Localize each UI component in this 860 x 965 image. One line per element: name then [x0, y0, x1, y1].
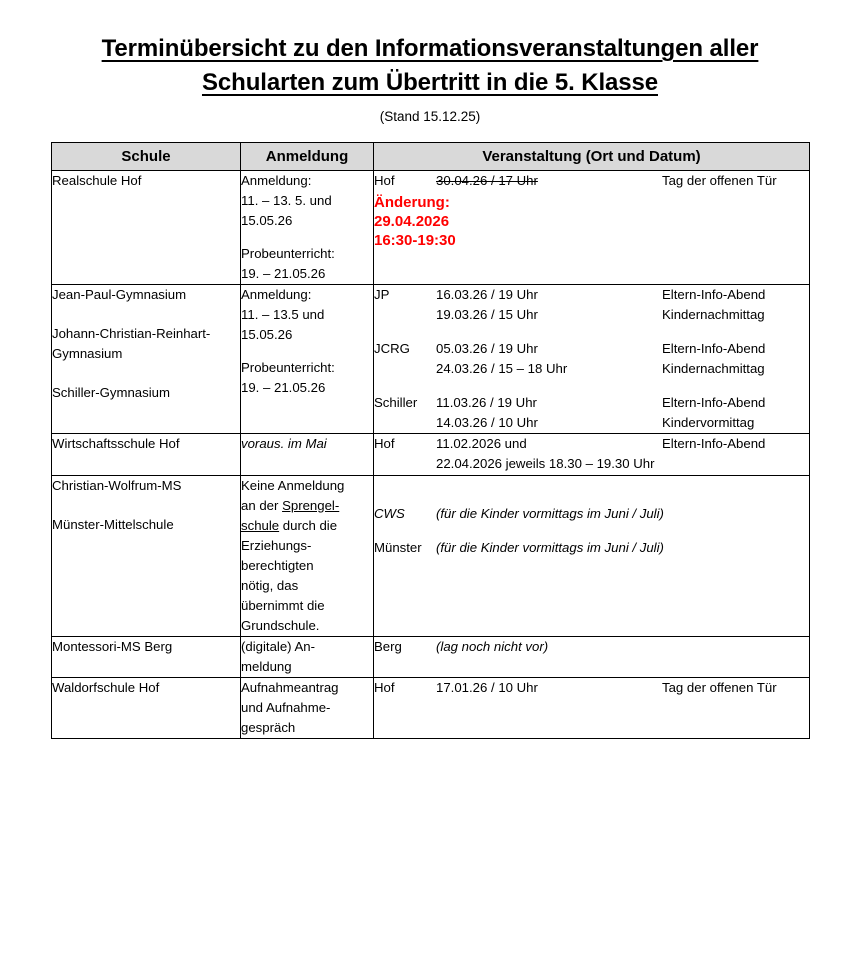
school-name: Jean-Paul-Gymnasium	[52, 287, 187, 303]
event-location-empty	[374, 305, 436, 325]
anmeldung-line: 15.05.26	[241, 327, 293, 343]
anmeldung-line: Anmeldung:	[241, 172, 312, 188]
column-header-veranstaltung: Veranstaltung (Ort und Datum)	[374, 142, 810, 170]
event-note: (lag noch nicht vor)	[436, 639, 549, 655]
event-group	[374, 538, 809, 558]
event-note: (für die Kinder vormittags im Juni / Juli)	[436, 539, 664, 555]
event-row	[374, 434, 809, 454]
event-row	[374, 454, 809, 474]
anmeldung-line: Anmeldung:	[241, 287, 312, 303]
event-description: Kindernachmittag	[662, 307, 765, 323]
spacer	[241, 345, 373, 358]
school-name: Johann-Christian-Reinhart-Gymnasium	[52, 326, 211, 362]
event-description: Tag der offenen Tür	[662, 680, 777, 696]
school-name: Wirtschaftsschule Hof	[52, 436, 180, 452]
cell-veranstaltung	[374, 678, 810, 739]
anmeldung-line: Probeunterricht:	[241, 360, 335, 376]
school-name: Waldorfschule Hof	[52, 680, 160, 696]
anmeldung-line: übernimmt die	[241, 597, 325, 613]
event-row	[374, 339, 809, 359]
table-header-row	[52, 142, 810, 170]
anmeldung-line: Keine Anmeldung	[241, 477, 345, 493]
anmeldung-line: 19. – 21.05.26	[241, 380, 326, 396]
event-group	[374, 678, 809, 698]
event-row	[374, 305, 809, 325]
table-row	[52, 170, 810, 284]
event-row	[374, 171, 809, 191]
event-row	[374, 637, 809, 657]
table-row	[52, 434, 810, 475]
anmeldung-line: gespräch	[241, 720, 296, 736]
anmeldung-line: (digitale) An-	[241, 639, 316, 655]
school-name: Münster-Mittelschule	[52, 516, 174, 532]
event-date-struck: 30.04.26 / 17 Uhr	[436, 172, 538, 188]
cell-anmeldung	[241, 475, 374, 637]
schedule-table	[51, 142, 810, 740]
cell-schule	[52, 678, 241, 739]
event-description: Eltern-Info-Abend	[662, 395, 766, 411]
anmeldung-line: nötig, das	[241, 577, 299, 593]
event-group	[374, 171, 809, 191]
anmeldung-line: Erziehungs-	[241, 537, 312, 553]
anmeldung-text: durch die	[279, 517, 338, 533]
cell-schule	[52, 434, 241, 475]
cell-anmeldung	[241, 678, 374, 739]
sprengelschule-underline-part2: schule	[241, 517, 280, 533]
column-header-anmeldung: Anmeldung	[241, 142, 374, 170]
cell-veranstaltung	[374, 637, 810, 678]
event-group	[374, 339, 809, 379]
event-location: Berg	[374, 639, 402, 655]
event-location: JCRG	[374, 341, 410, 357]
cell-veranstaltung	[374, 170, 810, 284]
event-row	[374, 285, 809, 305]
page-title	[50, 32, 810, 100]
cell-schule	[52, 285, 241, 434]
anmeldung-line: 11. – 13. 5. und	[241, 192, 332, 208]
change-note-date: 29.04.2026	[374, 212, 450, 230]
cell-schule	[52, 170, 241, 284]
spacer	[374, 524, 809, 538]
cell-anmeldung	[241, 637, 374, 678]
school-name: Christian-Wolfrum-MS	[52, 477, 182, 493]
anmeldung-line: berechtigten	[241, 557, 314, 573]
event-location-empty	[374, 359, 436, 379]
cell-schule	[52, 637, 241, 678]
event-group	[374, 434, 809, 474]
table-body	[52, 170, 810, 739]
anmeldung-line: meldung	[241, 659, 292, 675]
anmeldung-line-underlined-end	[241, 516, 373, 536]
event-row	[374, 538, 809, 558]
event-date: 05.03.26 / 19 Uhr	[436, 341, 538, 357]
event-location: JP	[374, 287, 390, 303]
event-date: 16.03.26 / 19 Uhr	[436, 287, 538, 303]
event-date: 17.01.26 / 10 Uhr	[436, 680, 538, 696]
title-block	[0, 0, 860, 126]
event-row	[374, 504, 809, 524]
schedule-table-wrapper	[51, 142, 809, 740]
table-row	[52, 475, 810, 637]
event-location: Schiller	[374, 395, 418, 411]
event-date: 22.04.2026 jeweils 18.30 – 19.30 Uhr	[436, 456, 655, 472]
table-header	[52, 142, 810, 170]
change-note-time: 16:30-19:30	[374, 232, 456, 250]
table-row	[52, 285, 810, 434]
event-description: Kindernachmittag	[662, 361, 765, 377]
event-group	[374, 504, 809, 524]
event-group	[374, 285, 809, 325]
document-status-date: (Stand 15.12.25)	[379, 109, 481, 125]
table-row	[52, 678, 810, 739]
spacer	[241, 231, 373, 244]
event-location-empty	[374, 454, 436, 474]
anmeldung-note: voraus. im Mai	[241, 436, 327, 452]
event-location-empty	[374, 413, 436, 433]
anmeldung-line: Grundschule.	[241, 617, 320, 633]
anmeldung-line: 19. – 21.05.26	[241, 265, 326, 281]
cell-veranstaltung	[374, 475, 810, 637]
cell-anmeldung	[241, 434, 374, 475]
anmeldung-line: und Aufnahme-	[241, 700, 331, 716]
event-date: 24.03.26 / 15 – 18 Uhr	[436, 361, 568, 377]
event-date: 14.03.26 / 10 Uhr	[436, 415, 538, 431]
change-note	[374, 193, 809, 251]
school-name: Realschule Hof	[52, 172, 142, 188]
event-date: 11.03.26 / 19 Uhr	[436, 395, 537, 411]
event-row	[374, 393, 809, 413]
anmeldung-line: Probeunterricht:	[241, 245, 335, 261]
spacer	[374, 325, 809, 339]
page-title-line-2: Schularten zum Übertritt in die 5. Klasse	[201, 69, 658, 97]
event-group	[374, 393, 809, 433]
event-description: Kindervormittag	[662, 415, 755, 431]
event-location: CWS	[374, 505, 405, 521]
table-row	[52, 637, 810, 678]
event-location: Hof	[374, 680, 395, 696]
event-location: Münster	[374, 539, 422, 555]
cell-anmeldung	[241, 170, 374, 284]
event-row	[374, 359, 809, 379]
spacer	[374, 379, 809, 393]
event-note: (für die Kinder vormittags im Juni / Juli)	[436, 505, 664, 521]
event-description: Eltern-Info-Abend	[662, 436, 766, 452]
page-title-line-1: Terminübersicht zu den Informationsveranstaltungen aller	[101, 35, 759, 62]
school-name: Schiller-Gymnasium	[52, 385, 170, 401]
column-header-schule: Schule	[52, 142, 241, 170]
anmeldung-line: 15.05.26	[241, 212, 293, 228]
cell-schule	[52, 475, 241, 637]
event-description: Eltern-Info-Abend	[662, 287, 766, 303]
anmeldung-line: Aufnahmeantrag	[241, 680, 339, 696]
anmeldung-text: an der	[241, 497, 283, 513]
school-name: Montessori-MS Berg	[52, 639, 173, 655]
event-description: Eltern-Info-Abend	[662, 341, 766, 357]
event-location: Hof	[374, 172, 395, 188]
cell-anmeldung	[241, 285, 374, 434]
anmeldung-line: 11. – 13.5 und	[241, 307, 325, 323]
event-group	[374, 637, 809, 657]
sprengelschule-underline-part1: Sprengel-	[282, 497, 340, 513]
event-description: Tag der offenen Tür	[662, 172, 777, 188]
change-note-label: Änderung:	[374, 193, 450, 211]
cell-veranstaltung	[374, 434, 810, 475]
event-row	[374, 413, 809, 433]
event-date: 19.03.26 / 15 Uhr	[436, 307, 538, 323]
event-row	[374, 678, 809, 698]
anmeldung-line-underlined-start	[241, 496, 373, 516]
event-location: Hof	[374, 436, 395, 452]
cell-veranstaltung	[374, 285, 810, 434]
event-date: 11.02.2026 und	[436, 436, 527, 452]
